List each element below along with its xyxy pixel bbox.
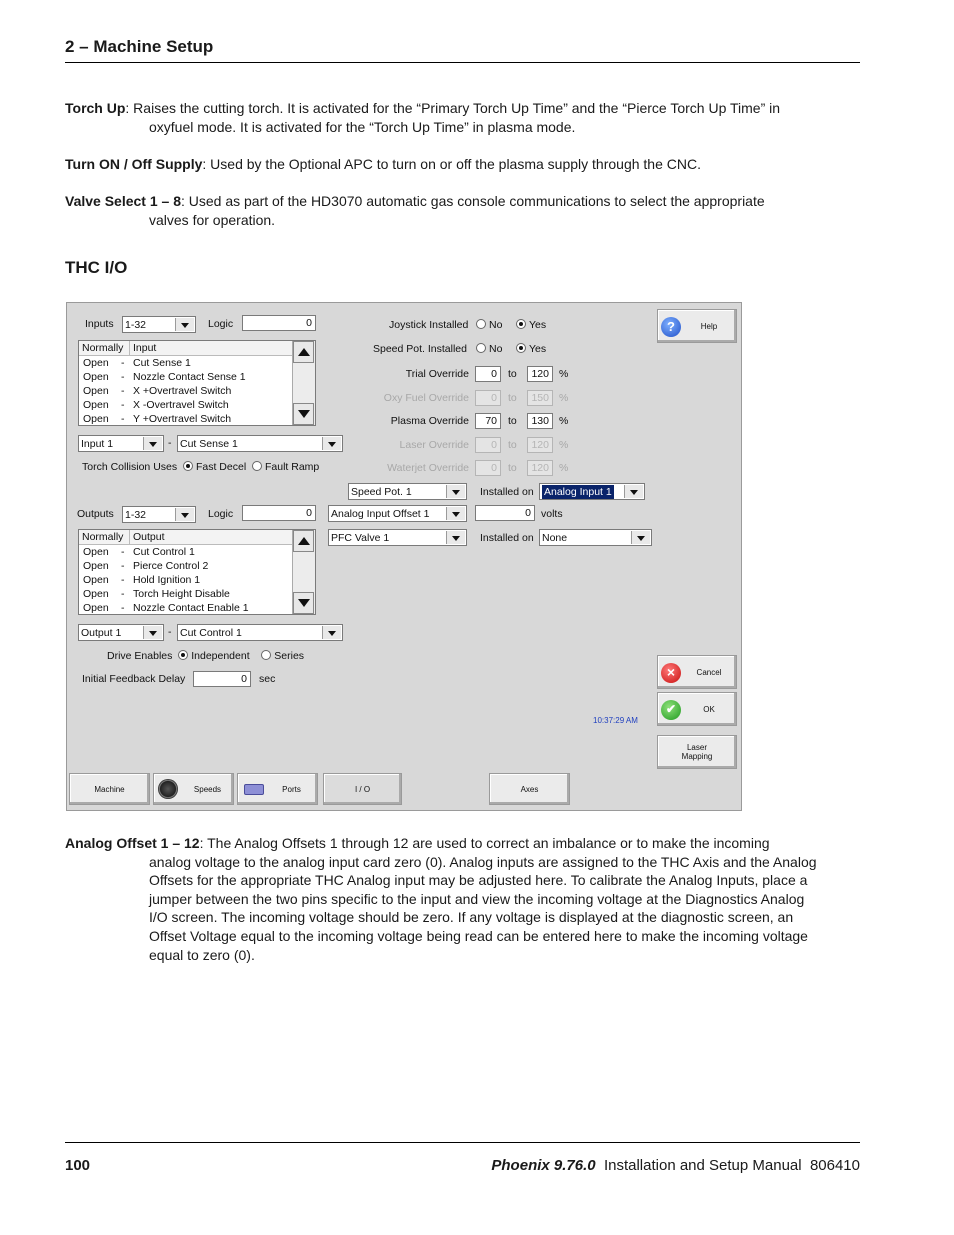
inputs-logic-field[interactable]: 0: [242, 315, 316, 331]
pfc-select[interactable]: [328, 529, 467, 546]
joystick-yes-radio[interactable]: [516, 319, 526, 329]
torch-collision-label: Torch Collision Uses: [82, 461, 178, 473]
output-number-value: Output 1: [81, 627, 122, 639]
item-name: Torch Height Disable: [133, 588, 230, 600]
input-list[interactable]: [78, 340, 316, 426]
input-number-value: Input 1: [81, 438, 114, 450]
paragraph-text: : Raises the cutting torch. It is activated for the “Primary Torch Up Time” and the “Pierce Torch Up Time” in: [125, 100, 781, 116]
thc-io-screenshot: [66, 302, 742, 811]
list-item[interactable]: [79, 384, 293, 398]
help-icon: ?: [661, 317, 681, 337]
feedback-delay-unit: sec: [259, 673, 276, 685]
list-item[interactable]: [79, 398, 293, 412]
laser-mapping-button[interactable]: [657, 735, 737, 769]
item-sep: -: [121, 574, 125, 586]
series-label: Series: [274, 650, 305, 662]
inputs-range-select[interactable]: [122, 316, 196, 333]
fast-decel-label: Fast Decel: [195, 461, 247, 473]
item-name: Pierce Control 2: [133, 560, 209, 572]
override-unit: %: [559, 415, 569, 427]
item-state: Open: [83, 546, 109, 558]
paragraph-continuation: valves for operation.: [149, 211, 276, 228]
item-name: Y +Overtravel Switch: [133, 413, 232, 425]
chevron-down-icon[interactable]: [446, 531, 465, 544]
chevron-down-icon[interactable]: [322, 626, 341, 639]
tab-io[interactable]: [323, 773, 402, 805]
item-state: Open: [83, 413, 109, 425]
fault-ramp-radio[interactable]: [252, 461, 262, 471]
chevron-down-icon[interactable]: [446, 507, 465, 520]
outputs-label: Outputs: [77, 508, 114, 520]
inputs-range-value: 1-32: [125, 319, 147, 331]
output-function-value: Cut Control 1: [180, 627, 242, 639]
speed-pot-yes-label: Yes: [529, 343, 547, 355]
paragraph-continuation: equal to zero (0).: [149, 946, 255, 963]
item-name: X -Overtravel Switch: [133, 399, 229, 411]
help-button[interactable]: [657, 309, 737, 343]
outputs-logic-field[interactable]: 0: [242, 505, 316, 521]
tab-label: Machine: [94, 785, 125, 794]
chevron-down-icon[interactable]: [143, 626, 162, 639]
override-to-label: to: [508, 392, 517, 404]
override-min-field: 0: [475, 460, 501, 476]
column-header-normally[interactable]: Normally: [79, 530, 130, 544]
pfc-installed-on-select[interactable]: [539, 529, 652, 546]
scroll-up-icon[interactable]: [293, 341, 314, 363]
item-sep: -: [121, 385, 125, 397]
cancel-icon: ×: [661, 663, 681, 683]
override-max-field: 120: [527, 460, 553, 476]
item-state: Open: [83, 588, 109, 600]
item-sep: -: [121, 588, 125, 600]
item-state: Open: [83, 574, 109, 586]
override-min-field: 0: [475, 437, 501, 453]
speed-pot-yes-group: [516, 343, 546, 355]
pfc-select-value: PFC Valve 1: [331, 532, 390, 544]
item-state: Open: [83, 385, 109, 397]
list-item[interactable]: [79, 587, 293, 601]
paragraph-torch-up: [65, 99, 855, 136]
list-item[interactable]: [79, 370, 293, 384]
dash: -: [168, 626, 172, 638]
output-list-scrollbar[interactable]: [292, 530, 315, 614]
paragraph-text: : Used as part of the HD3070 automatic gas console communications to select the appropriate: [180, 193, 765, 209]
tab-axes[interactable]: [489, 773, 570, 805]
output-list-header: [79, 530, 293, 545]
series-radio[interactable]: [261, 650, 271, 660]
chevron-down-icon[interactable]: [175, 318, 194, 331]
tab-machine[interactable]: [69, 773, 150, 805]
item-state: Open: [83, 560, 109, 572]
header-rule: [65, 62, 860, 63]
output-list[interactable]: [78, 529, 316, 615]
paragraph-continuation: Offset Voltage equal to the incoming voltage being read can be entered here to make the incoming voltage: [149, 927, 808, 944]
override-unit: %: [559, 392, 569, 404]
paragraph-valve-select: [65, 192, 855, 229]
laser-mapping-label-line2: Mapping: [681, 752, 713, 761]
installed-on-label: Installed on: [480, 532, 534, 544]
override-label: Laser Override: [399, 439, 469, 451]
scroll-down-icon[interactable]: [293, 592, 314, 614]
analog-offset-field[interactable]: 0: [475, 505, 535, 521]
page-section-header: 2 – Machine Setup: [65, 37, 214, 56]
ok-button-label: OK: [703, 705, 715, 714]
joystick-no-label: No: [489, 319, 503, 331]
cancel-button-label: Cancel: [696, 668, 722, 677]
drive-enables-group: [107, 650, 304, 662]
page-number: 100: [65, 1157, 91, 1174]
scroll-down-icon[interactable]: [293, 403, 314, 425]
analog-device-value: Speed Pot. 1: [351, 486, 412, 498]
item-state: Open: [83, 399, 109, 411]
speed-pot-no-label: No: [489, 343, 503, 355]
outputs-range-select[interactable]: [122, 506, 196, 523]
override-min-field[interactable]: 70: [475, 413, 501, 429]
speed-pot-no-group: [476, 343, 502, 355]
item-sep: -: [121, 371, 125, 383]
column-header-normally[interactable]: Normally: [79, 341, 130, 355]
independent-label: Independent: [191, 650, 250, 662]
list-item[interactable]: [79, 545, 293, 559]
item-name: Cut Control 1: [133, 546, 195, 558]
override-unit: %: [559, 368, 569, 380]
override-min-field: 0: [475, 390, 501, 406]
tab-ports[interactable]: [237, 773, 318, 805]
override-label: Plasma Override: [390, 415, 469, 427]
outputs-range-value: 1-32: [125, 509, 147, 521]
help-button-label: Help: [700, 322, 718, 331]
chevron-down-icon[interactable]: [322, 437, 341, 450]
joystick-yes-label: Yes: [529, 319, 547, 331]
item-sep: -: [121, 602, 125, 614]
ok-button[interactable]: [657, 692, 737, 726]
override-to-label: to: [508, 415, 517, 427]
paragraph-text: : The Analog Offsets 1 through 12 are used to correct an imbalance or to make the incoming: [199, 835, 770, 851]
list-item[interactable]: [79, 601, 293, 615]
list-item[interactable]: [79, 573, 293, 587]
cancel-button[interactable]: [657, 655, 737, 689]
item-name: Nozzle Contact Sense 1: [133, 371, 246, 383]
speed-pot-installed-label: Speed Pot. Installed: [373, 343, 467, 355]
tab-label: Ports: [282, 785, 301, 794]
item-name: Hold Ignition 1: [133, 574, 201, 586]
chevron-down-icon[interactable]: [446, 485, 465, 498]
inputs-logic-label: Logic: [208, 318, 234, 330]
joystick-yes-group: [516, 319, 546, 331]
fault-ramp-label: Fault Ramp: [265, 461, 320, 473]
item-sep: -: [121, 399, 125, 411]
analog-offset-select[interactable]: [328, 505, 467, 522]
input-function-value: Cut Sense 1: [180, 438, 238, 450]
item-name: X +Overtravel Switch: [133, 385, 232, 397]
speed-pot-yes-radio[interactable]: [516, 343, 526, 353]
analog-installed-on-select[interactable]: [539, 483, 645, 500]
term: Turn ON / Off Supply: [65, 156, 203, 172]
speed-pot-no-radio[interactable]: [476, 343, 486, 353]
analog-offset-select-value: Analog Input Offset 1: [331, 508, 430, 520]
override-label: Waterjet Override: [387, 462, 469, 474]
item-sep: -: [121, 357, 125, 369]
check-icon: ✔: [661, 700, 681, 720]
joystick-installed-label: Joystick Installed: [389, 319, 469, 331]
inputs-label: Inputs: [85, 318, 114, 330]
item-state: Open: [83, 602, 109, 614]
joystick-no-group: [476, 319, 502, 331]
term: Valve Select 1 – 8: [65, 193, 181, 209]
fast-decel-radio[interactable]: [183, 461, 193, 471]
output-number-select[interactable]: [78, 624, 164, 641]
pfc-installed-on-value: None: [542, 532, 568, 544]
installed-on-label: Installed on: [480, 486, 534, 498]
override-to-label: to: [508, 368, 517, 380]
input-number-select[interactable]: [78, 435, 164, 452]
override-unit: %: [559, 462, 569, 474]
item-state: Open: [83, 371, 109, 383]
laser-mapping-label-line1: Laser: [686, 743, 707, 752]
list-item[interactable]: [79, 356, 293, 370]
paragraph-continuation: Offsets for the appropriate THC Analog input may be adjusted here. To calibrate the Analog Inputs, place a: [149, 872, 808, 889]
paragraph-continuation: jumper between the two pins specific to the input and view the incoming voltage at the Diagnostics Analog: [149, 890, 805, 907]
item-name: Nozzle Contact Enable 1: [133, 602, 249, 614]
item-sep: -: [121, 546, 125, 558]
clock-time: 10:37:29 AM: [593, 716, 638, 725]
item-sep: -: [121, 413, 125, 425]
input-list-header: [79, 341, 293, 356]
output-function-select[interactable]: [177, 624, 343, 641]
dash: -: [168, 437, 172, 449]
analog-installed-on-value: Analog Input 1: [544, 486, 612, 498]
tab-label: Axes: [520, 785, 539, 794]
tab-speeds[interactable]: [153, 773, 234, 805]
paragraph-continuation: oxyfuel mode. It is activated for the “Torch Up Time” in plasma mode.: [149, 118, 576, 135]
tab-label: Speeds: [193, 785, 222, 794]
torch-collision-group: [82, 461, 319, 473]
override-max-field: 120: [527, 437, 553, 453]
term: Analog Offset 1 – 12: [65, 835, 200, 851]
paragraph-text: : Used by the Optional APC to turn on or off the plasma supply through the CNC.: [202, 156, 701, 172]
feedback-delay-label: Initial Feedback Delay: [82, 673, 186, 685]
volts-label: volts: [541, 508, 563, 520]
manual-title: Installation and Setup Manual: [603, 1157, 802, 1174]
section-title: THC I/O: [65, 258, 128, 277]
footer-rule: [65, 1142, 860, 1143]
item-name: Cut Sense 1: [133, 357, 191, 369]
paragraph-turn-on-off: [65, 155, 855, 174]
override-max-field[interactable]: 130: [527, 413, 553, 429]
list-item[interactable]: [79, 412, 293, 426]
analog-device-select[interactable]: [348, 483, 467, 500]
joystick-no-radio[interactable]: [476, 319, 486, 329]
chevron-down-icon[interactable]: [631, 531, 650, 544]
override-to-label: to: [508, 462, 517, 474]
feedback-delay-field[interactable]: 0: [193, 671, 251, 687]
chevron-down-icon[interactable]: [143, 437, 162, 450]
column-header-output[interactable]: Output: [130, 530, 293, 544]
list-item[interactable]: [79, 559, 293, 573]
override-unit: %: [559, 439, 569, 451]
footer-title: [491, 1157, 860, 1174]
independent-radio[interactable]: [178, 650, 188, 660]
override-max-field[interactable]: 120: [527, 366, 553, 382]
column-header-input[interactable]: Input: [130, 341, 293, 355]
override-label: Trial Override: [405, 368, 469, 380]
scroll-up-icon[interactable]: [293, 530, 314, 552]
item-state: Open: [83, 357, 109, 369]
override-min-field[interactable]: 0: [475, 366, 501, 382]
paragraph-continuation: I/O screen. The incoming voltage should be zero. If any voltage is displayed at the diagnostic screen, an: [149, 909, 794, 926]
outputs-logic-label: Logic: [208, 508, 234, 520]
override-max-field: 150: [527, 390, 553, 406]
tab-label: I / O: [354, 785, 371, 794]
input-list-scrollbar[interactable]: [292, 341, 315, 425]
input-function-select[interactable]: [177, 435, 343, 452]
chevron-down-icon[interactable]: [175, 508, 194, 521]
paragraph-continuation: analog voltage to the analog input card zero (0). Analog inputs are assigned to the THC Axis and the Analog: [149, 853, 817, 870]
product-name: Phoenix 9.76.0: [491, 1157, 596, 1174]
override-to-label: to: [508, 439, 517, 451]
override-label: Oxy Fuel Override: [383, 392, 469, 404]
item-sep: -: [121, 560, 125, 572]
chevron-down-icon[interactable]: [624, 485, 643, 498]
paragraph-analog-offset: [65, 834, 855, 964]
drive-enables-label: Drive Enables: [107, 650, 173, 662]
doc-number: 806410: [809, 1157, 860, 1174]
term: Torch Up: [65, 100, 126, 116]
